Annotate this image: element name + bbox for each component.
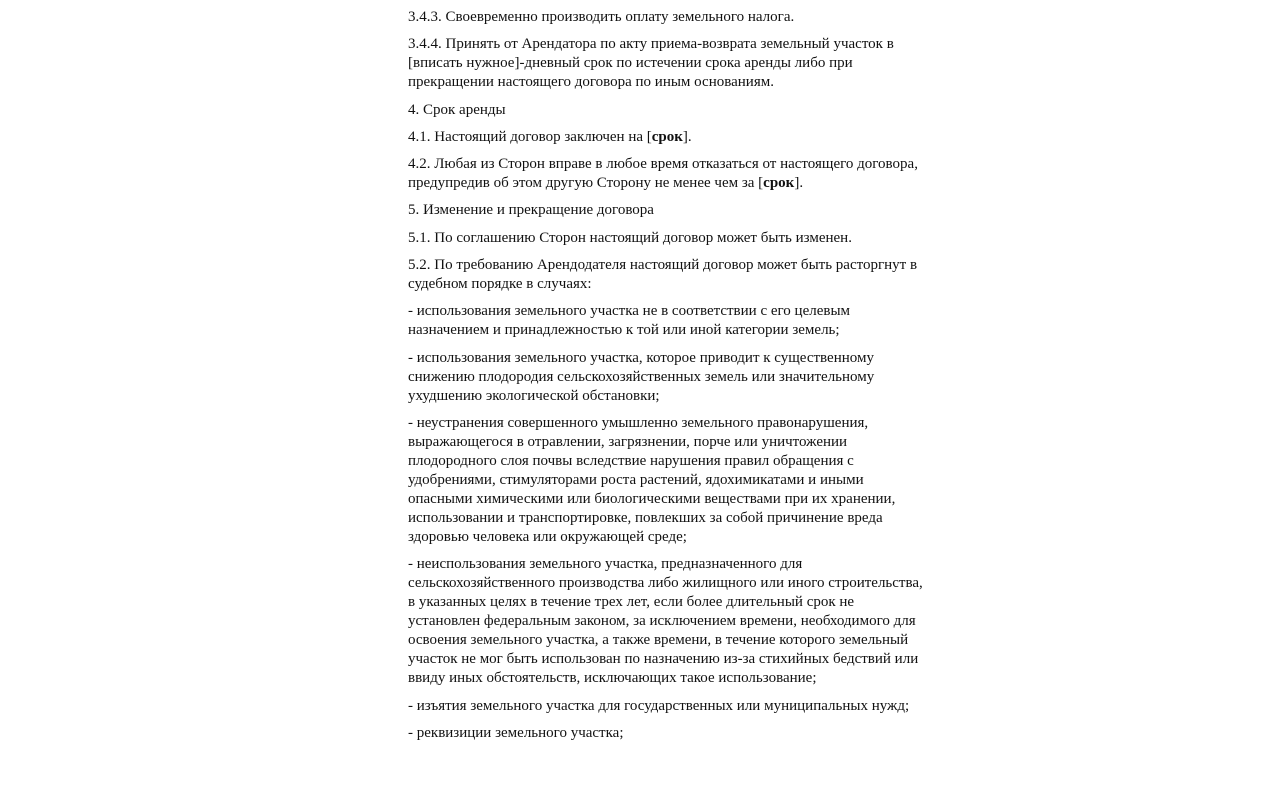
paragraph-text: 5.2. По требованию Арендодателя настоящий договор может быть расторгнут в судебном порядке в случаях: bbox=[408, 257, 918, 293]
document-page bbox=[408, 0, 928, 800]
list-item-misuse bbox=[408, 302, 928, 340]
section-heading-text: 5. Изменение и прекращение договора bbox=[408, 202, 654, 219]
paragraph-text: 4.1. Настоящий договор заключен на [ bbox=[408, 128, 652, 145]
paragraph-text: 5.1. По соглашению Сторон настоящий договор может быть изменен. bbox=[408, 229, 852, 246]
list-item-text: - изъятия земельного участка для государственных или муниципальных нужд; bbox=[408, 697, 910, 714]
list-item-text: - использования земельного участка, которое приводит к существенному снижению плодородия сельскохозяйственных земель или значительному ухудшению экологической обстановки; bbox=[408, 349, 875, 404]
list-item-text: - неиспользования земельного участка, предназначенного для сельскохозяйственного производства либо жилищного или иного строительства, в указанных целях в течение трех лет, если более длительный срок не установлен федеральным законом, за исключением времени, необходимого для освоения земельного участка, а также времени, в течение которого земельный участок не мог быть использован по назначению из-за стихийных бедствий или ввиду иных обстоятельств, исключающих такое использование; bbox=[408, 556, 923, 687]
list-item-seizure bbox=[408, 697, 928, 716]
section-heading-text: 4. Срок аренды bbox=[408, 101, 506, 118]
paragraph-4-2 bbox=[408, 155, 928, 193]
paragraph-5-2 bbox=[408, 256, 928, 294]
paragraph-3-4-4 bbox=[408, 35, 928, 92]
list-item-text: - использования земельного участка не в соответствии с его целевым назначением и принадлежностью к той или иной категории земель; bbox=[408, 303, 851, 339]
list-item-non-use bbox=[408, 555, 928, 688]
list-item-text: - реквизиции земельного участка; bbox=[408, 724, 624, 741]
paragraph-text: 3.4.4. Принять от Арендатора по акту приема-возврата земельный участок в [вписать нужное]-дневный срок по истечении срока аренды либо при прекращении настоящего договора по иным основаниям. bbox=[408, 36, 894, 91]
paragraph-text: ]. bbox=[794, 175, 804, 192]
section-heading-5 bbox=[408, 201, 928, 220]
list-item-requisition bbox=[408, 724, 928, 743]
list-item-violation bbox=[408, 414, 928, 547]
document-body bbox=[408, 0, 928, 743]
term-placeholder: срок bbox=[651, 128, 683, 145]
paragraph-text: ]. bbox=[682, 128, 692, 145]
paragraph-4-1 bbox=[408, 128, 928, 147]
paragraph-5-1 bbox=[408, 229, 928, 248]
paragraph-text: 3.4.3. Своевременно производить оплату земельного налога. bbox=[408, 9, 795, 25]
paragraph-3-4-3 bbox=[408, 8, 928, 27]
paragraph-text: 4.2. Любая из Сторон вправе в любое время отказаться от настоящего договора, предупредив об этом другую Сторону не менее чем за [ bbox=[408, 156, 918, 192]
term-placeholder: срок bbox=[763, 175, 795, 192]
list-item-fertility-decline bbox=[408, 349, 928, 406]
list-item-text: - неустранения совершенного умышленно земельного правонарушения, выражающегося в отравлении, загрязнении, порче или уничтожении плодородного слоя почвы вследствие нарушения правил обращения с удобрениями, стимуляторами роста растений, ядохимикатами и иными опасными химическими или биологическими веществами при их хранении, использовании и транспортировке, повлекших за собой причинение вреда здоровью человека или окружающей среде; bbox=[408, 414, 896, 545]
section-heading-4 bbox=[408, 101, 928, 120]
